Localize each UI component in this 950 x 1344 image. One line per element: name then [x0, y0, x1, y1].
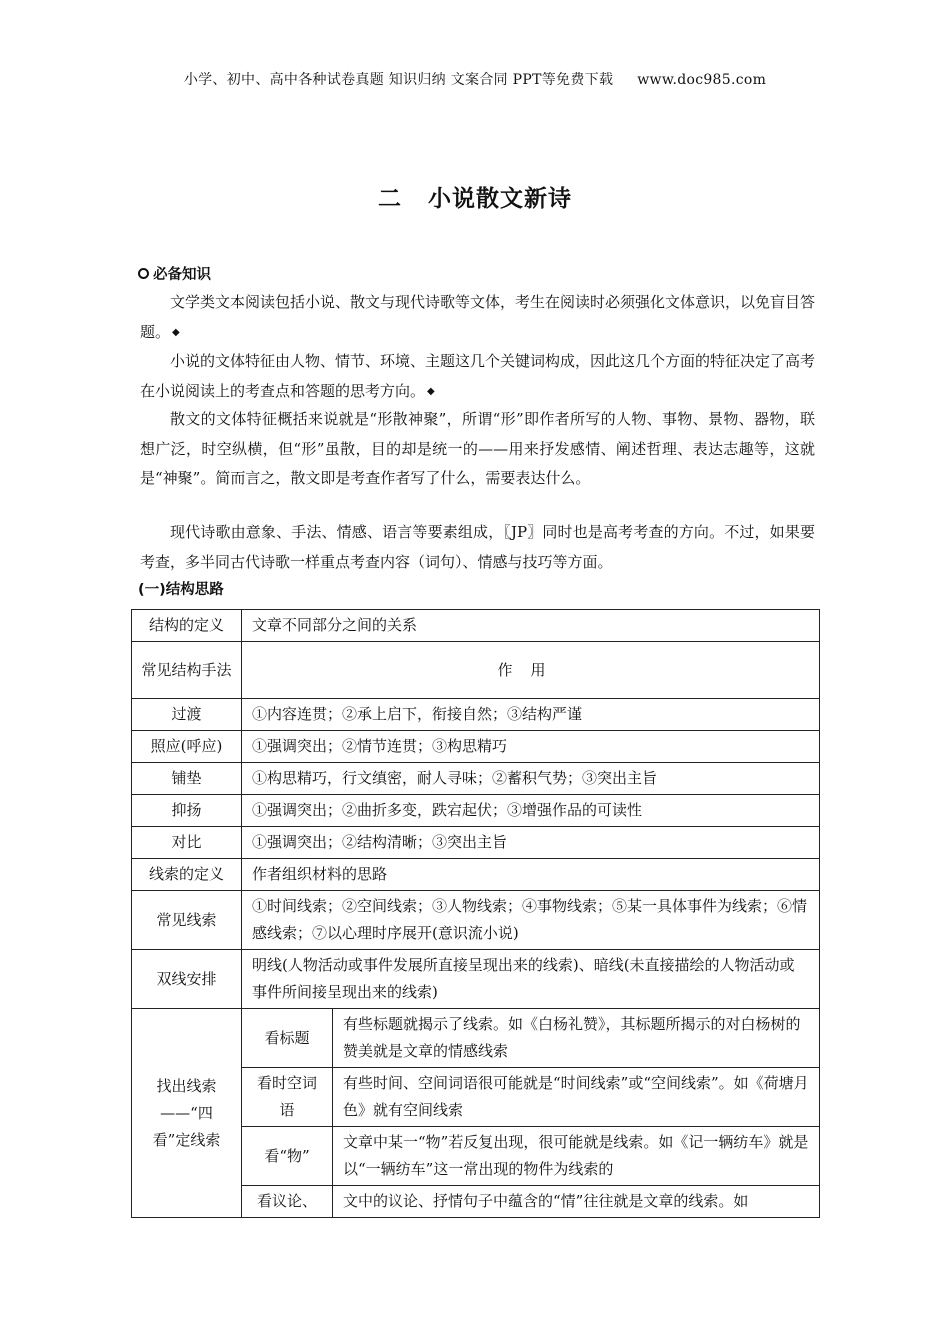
table-row: [132, 763, 820, 795]
method-name: 抑扬: [132, 795, 242, 827]
method-effect: ①强调突出；②情节连贯；③构思精巧: [242, 731, 820, 763]
method-name: 铺垫: [132, 763, 242, 795]
row-value: 作者组织材料的思路: [242, 859, 820, 891]
row-label: 双线安排: [132, 950, 242, 1009]
diamond-icon: ◆: [427, 385, 435, 397]
table-row: [132, 731, 820, 763]
title-number: 二: [378, 186, 402, 212]
row-value: ①时间线索；②空间线索；③人物线索；④事物线索；⑤某一具体事件为线索；⑥情感线索；⑦以心理时序展开(意识流小说): [242, 891, 820, 950]
method-effect: ①内容连贯；②承上启下，衔接自然；③结构严谨: [242, 699, 820, 731]
paragraph-4: 现代诗歌由意象、手法、情感、语言等要素组成，〖JP〗同时也是高考考查的方向。不过，如果要考查，多半同古代诗歌一样重点考查内容（词句）、情感与技巧等方面。: [140, 523, 815, 571]
table-row: [132, 795, 820, 827]
column-header: 作用: [242, 642, 820, 699]
row-value: 文章不同部分之间的关系: [242, 610, 820, 642]
find-method-desc: 文中的议论、抒情句子中蕴含的“情”往往就是文章的线索。如: [333, 1186, 820, 1218]
diamond-icon: ◆: [172, 326, 180, 338]
find-method-name: 看“物”: [242, 1127, 333, 1186]
row-label: 线索的定义: [132, 859, 242, 891]
header-text: 小学、初中、高中各种试卷真题 知识归纳 文案合同 PPT等免费下载: [183, 72, 614, 88]
page-header: [0, 69, 950, 89]
paragraph-1-text: 文学类文本阅读包括小说、散文与现代诗歌等文体，考生在阅读时必须强化文体意识，以免盲目答题。: [140, 293, 816, 341]
row-label: 结构的定义: [132, 610, 242, 642]
paragraph-1: [140, 288, 815, 347]
row-label: 常见线索: [132, 891, 242, 950]
page-title: [0, 180, 950, 213]
method-effect: ①强调突出；②曲折多变，跌宕起伏；③增强作品的可读性: [242, 795, 820, 827]
method-effect: ①构思精巧，行文缜密，耐人寻味；②蓄积气势；③突出主旨: [242, 763, 820, 795]
structure-table: [131, 609, 820, 1218]
row-value: 明线(人物活动或事件发展所直接呈现出来的线索)、暗线(未直接描绘的人物活动或事件所间接呈现出来的线索): [242, 950, 820, 1009]
find-method-name: 看时空词语: [242, 1068, 333, 1127]
table-row: [132, 1009, 820, 1068]
paragraph-2: [140, 347, 815, 406]
paragraph-3: 散文的文体特征概括来说就是“形散神聚”，所谓“形”即作者所写的人物、事物、景物、器物，联想广泛，时空纵横，但“形”虽散，目的却是统一的——用来抒发感情、阐述哲理、表达志趣等，这就是“神聚”。简而言之，散文即是考查作者写了什么，需要表达什么。: [140, 410, 815, 487]
method-effect: ①强调突出；②结构清晰；③突出主旨: [242, 827, 820, 859]
method-name: 对比: [132, 827, 242, 859]
bullet-circle-icon: [138, 268, 149, 279]
table-row: [132, 699, 820, 731]
table-row: [132, 891, 820, 950]
row-label: 常见结构手法: [132, 642, 242, 699]
table-row: [132, 610, 820, 642]
find-method-name: 看议论、: [242, 1186, 333, 1218]
find-method-desc: 有些标题就揭示了线索。如《白杨礼赞》，其标题所揭示的对白杨树的赞美就是文章的情感线索: [333, 1009, 820, 1068]
table-row: [132, 827, 820, 859]
section-heading: [138, 263, 211, 284]
table-row: [132, 950, 820, 1009]
section-label: 必备知识: [153, 267, 211, 283]
method-name: 过渡: [132, 699, 242, 731]
find-clue-label: 找出线索——“四看”定线索: [132, 1009, 242, 1218]
paragraph-2-text: 小说的文体特征由人物、情节、环境、主题这几个关键词构成，因此这几个方面的特征决定了高考在小说阅读上的考查点和答题的思考方向。: [140, 352, 816, 400]
method-name: 照应(呼应): [132, 731, 242, 763]
find-method-desc: 有些时间、空间词语很可能就是“时间线索”或“空间线索”。如《荷塘月色》就有空间线索: [333, 1068, 820, 1127]
table-row: [132, 642, 820, 699]
find-method-desc: 文章中某一“物”若反复出现，很可能就是线索。如《记一辆纺车》就是以“一辆纺车”这一常出现的物件为线索的: [333, 1127, 820, 1186]
header-url[interactable]: www.doc985.com: [637, 72, 767, 88]
find-method-name: 看标题: [242, 1009, 333, 1068]
table-row: [132, 859, 820, 891]
subsection-heading: (一)结构思路: [138, 582, 224, 598]
title-text: 小说散文新诗: [428, 186, 572, 212]
